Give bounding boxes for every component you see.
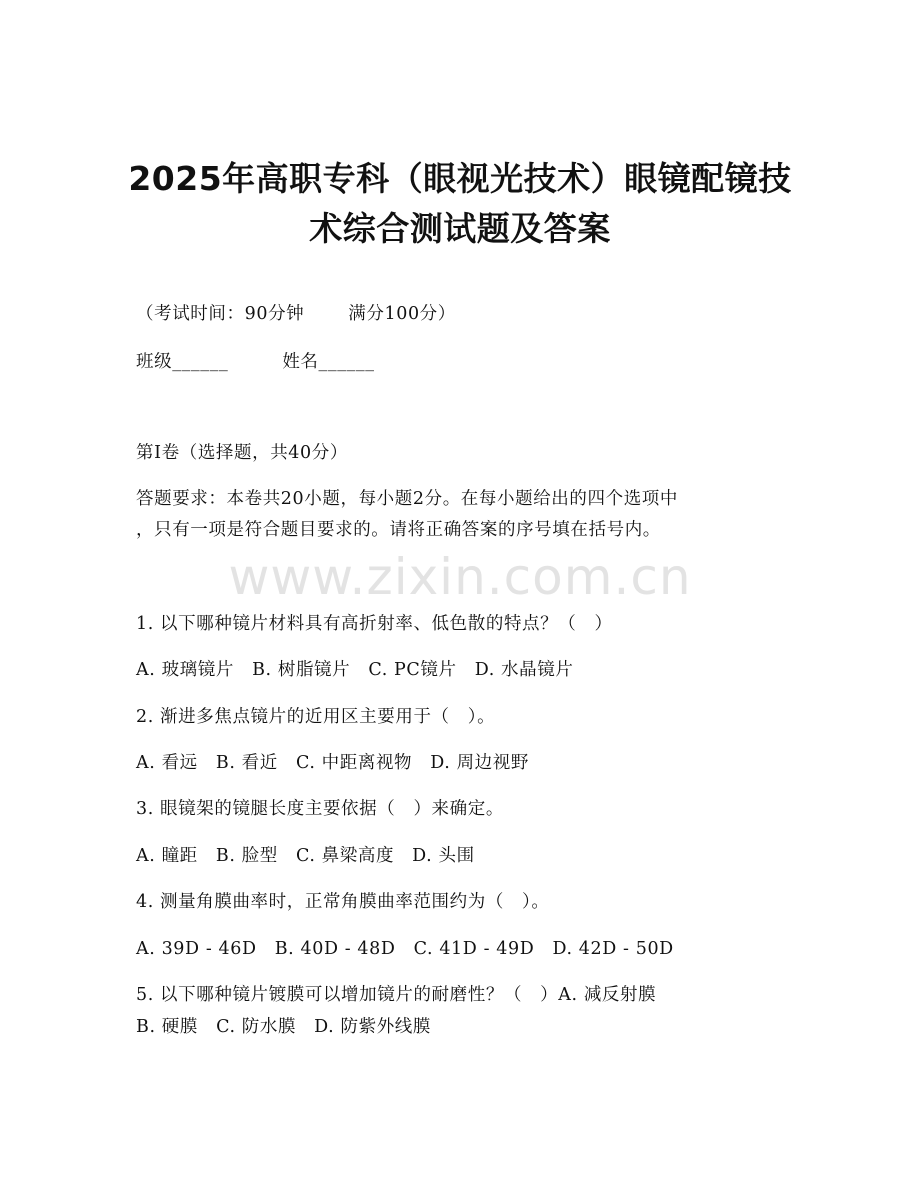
name-field-label: 姓名______ [282, 352, 375, 372]
document-title-line-2: 术综合测试题及答案 [309, 209, 611, 248]
question-3-stem: 3. 眼镜架的镜腿长度主要依据（ ）来确定。 [136, 799, 504, 819]
exam-score: 满分100分） [348, 304, 456, 324]
question-4-stem: 4. 测量角膜曲率时，正常角膜曲率范围约为（ ）。 [136, 892, 550, 912]
question-2-stem: 2. 渐进多焦点镜片的近用区主要用于（ ）。 [136, 707, 496, 727]
question-5-stem: 5. 以下哪种镜片镀膜可以增加镜片的耐磨性？（ ）A. 减反射膜 [136, 985, 657, 1005]
document-title-line-1: 2025年高职专科（眼视光技术）眼镜配镜技 [128, 159, 792, 198]
question-1-options: A. 玻璃镜片 B. 树脂镜片 C. PC镜片 D. 水晶镜片 [136, 660, 574, 680]
exam-time: （考试时间：90分钟 [136, 304, 305, 324]
question-5-options: B. 硬膜 C. 防水膜 D. 防紫外线膜 [136, 1017, 432, 1037]
requirement-line-1: 答题要求：本卷共20小题，每小题2分。在每小题给出的四个选项中 [136, 489, 678, 509]
student-info [136, 350, 375, 374]
watermark: www.zixin.com.cn [228, 548, 692, 606]
question-1-stem: 1. 以下哪种镜片材料具有高折射率、低色散的特点？（ ） [136, 614, 613, 634]
question-2-options: A. 看远 B. 看近 C. 中距离视物 D. 周边视野 [136, 753, 529, 773]
requirement-line-2: ，只有一项是符合题目要求的。请将正确答案的序号填在括号内。 [136, 520, 661, 540]
class-field-label: 班级______ [136, 352, 229, 372]
section-heading: 第I卷（选择题，共40分） [136, 443, 348, 463]
question-3-options: A. 瞳距 B. 脸型 C. 鼻梁高度 D. 头围 [136, 846, 475, 866]
question-4-options: A. 39D - 46D B. 40D - 48D C. 41D - 49D D. 42D - 50D [136, 939, 674, 959]
exam-info [136, 302, 456, 326]
